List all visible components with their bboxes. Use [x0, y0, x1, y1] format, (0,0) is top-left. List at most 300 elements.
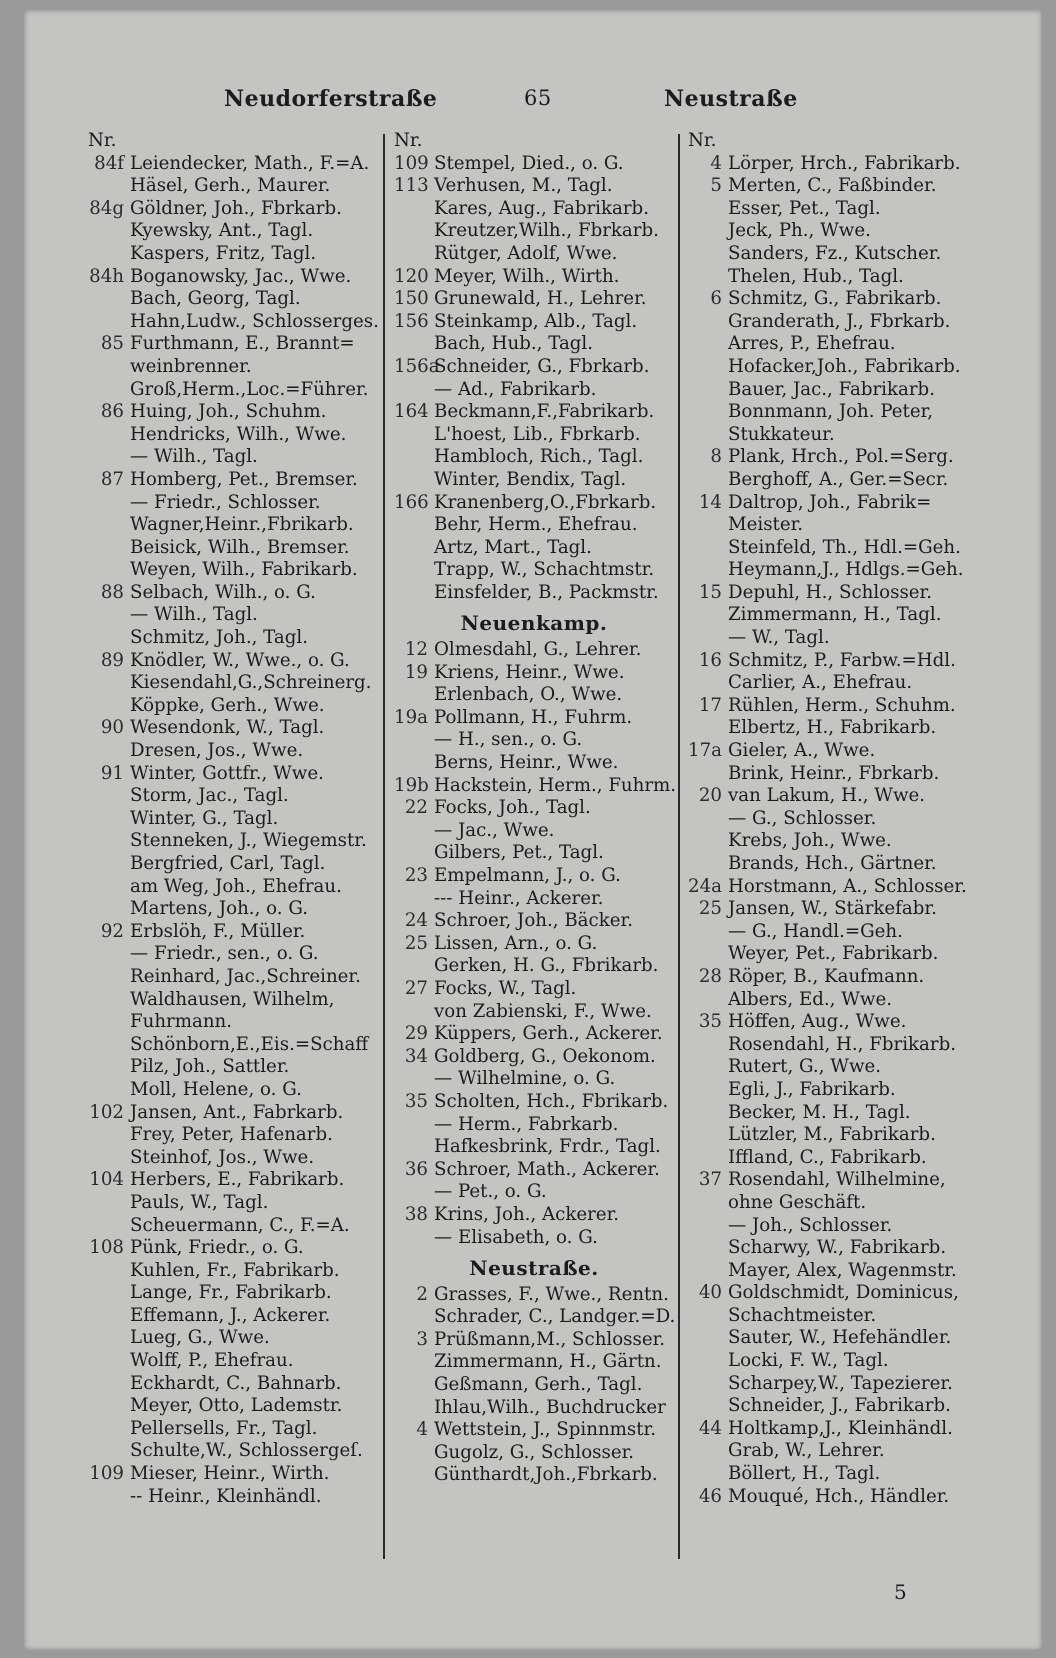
entry-text: — Wilhelmine, o. G. [434, 1068, 616, 1090]
house-number [394, 1001, 434, 1024]
house-number [74, 1327, 130, 1350]
house-number: 28 [698, 965, 722, 987]
house-number [688, 514, 728, 537]
column-nr-label: Nr. [88, 130, 117, 151]
house-number [688, 627, 728, 650]
directory-entry [394, 153, 674, 176]
directory-entry [688, 989, 1008, 1012]
directory-entry [688, 1192, 1008, 1215]
house-number [688, 537, 728, 560]
entry-text: Lörper, Hrch., Fabrikarb. [728, 152, 961, 174]
house-number: 109 [89, 1463, 124, 1485]
directory-entry [688, 1463, 1008, 1486]
house-number [688, 1124, 728, 1147]
house-number [74, 785, 130, 808]
house-number [74, 1305, 130, 1328]
directory-entry [74, 763, 374, 786]
house-number: 16 [698, 649, 722, 671]
entry-text: Empelmann, J., o. G. [434, 865, 621, 886]
house-number: 37 [698, 1169, 722, 1191]
directory-entry [394, 1306, 674, 1329]
house-number [394, 1181, 434, 1204]
house-number [74, 1034, 130, 1057]
entry-text: Erlenbach, O., Wwe. [434, 684, 623, 706]
entry-text: Gerken, H. G., Fbrikarb. [434, 955, 659, 977]
directory-entry [74, 921, 374, 944]
house-number [74, 1056, 130, 1079]
house-number [74, 379, 130, 402]
house-number [688, 1305, 728, 1328]
entry-text: Meyer, Otto, Lademstr. [130, 1395, 343, 1417]
directory-entry [688, 379, 1008, 402]
entry-text: Berns, Heinr., Wwe. [434, 752, 619, 774]
directory-entry [394, 707, 674, 730]
house-number [74, 1011, 130, 1034]
entry-text: Wettstein, J., Spinnmstr. [434, 1419, 657, 1441]
directory-entry [74, 1463, 374, 1486]
directory-entry [74, 1260, 374, 1283]
entry-text: Schrader, C., Landger.=D. [434, 1306, 676, 1328]
entry-text: — W., Tagl. [728, 627, 830, 649]
entry-text: Brands, Hch., Gärtner. [728, 853, 937, 874]
directory-entry [74, 1327, 374, 1350]
directory-entry [394, 311, 674, 334]
entry-text: Reinhard, Jac.,Schreiner. [130, 965, 361, 987]
entry-text: Artz, Mart., Tagl. [434, 536, 592, 558]
entry-text: — Wilh., Tagl. [130, 604, 258, 626]
entry-text: Goldberg, G., Oekonom. [434, 1045, 656, 1067]
house-number [688, 266, 728, 289]
house-number [688, 333, 728, 356]
directory-entry [394, 559, 674, 582]
house-number [394, 424, 434, 447]
house-number: 6 [710, 288, 722, 310]
house-number [394, 684, 434, 707]
directory-entry [688, 627, 1008, 650]
entry-text: Egli, J., Fabrikarb. [728, 1078, 896, 1100]
house-number [394, 955, 434, 978]
house-number [394, 1306, 434, 1329]
directory-entry [74, 1350, 374, 1373]
entry-text: Göldner, Joh., Fbrkarb. [130, 197, 342, 219]
directory-entry [688, 1373, 1008, 1396]
directory-entry [74, 514, 374, 537]
directory-entry [394, 729, 674, 752]
directory-entry [394, 684, 674, 707]
house-number [74, 943, 130, 966]
entry-text: Behr, Herm., Ehefrau. [434, 514, 638, 536]
directory-entry [74, 1011, 374, 1034]
entry-text: Bach, Georg, Tagl. [130, 288, 301, 310]
entry-text: Verhusen, M., Tagl. [434, 175, 613, 197]
directory-entry [688, 243, 1008, 266]
house-number: 25 [404, 932, 428, 954]
column-divider [678, 134, 680, 1559]
entry-text: Carlier, A., Ehefrau. [728, 672, 913, 694]
house-number [688, 1237, 728, 1260]
directory-entry [688, 717, 1008, 740]
directory-entry [74, 1056, 374, 1079]
entry-text: Brink, Heinr., Fbrkarb. [728, 762, 940, 784]
entry-text: Weyer, Pet., Fabrikarb. [728, 943, 939, 965]
house-number [688, 1192, 728, 1215]
house-number [74, 604, 130, 627]
house-number [688, 356, 728, 379]
house-number: 23 [404, 865, 428, 886]
entry-text: Mieser, Heinr., Wirth. [130, 1463, 330, 1485]
house-number [74, 1395, 130, 1418]
entry-text: Homberg, Pet., Bremser. [130, 468, 358, 490]
column-1 [74, 130, 379, 1508]
entry-text: Hafkesbrink, Frdr., Tagl. [434, 1136, 661, 1158]
entry-text: Gugolz, G., Schlosser. [434, 1441, 635, 1463]
entry-text: Meister. [728, 514, 804, 536]
entry-text: Steinhof, Jos., Wwe. [130, 1146, 315, 1168]
entry-text: Holtkamp,J., Kleinhändl. [728, 1417, 953, 1439]
house-number: 88 [100, 581, 124, 603]
house-number [74, 1350, 130, 1373]
directory-entry [74, 1147, 374, 1170]
entry-text: Schroer, Math., Ackerer. [434, 1158, 660, 1180]
column-2 [394, 130, 677, 1487]
directory-entry [688, 311, 1008, 334]
house-number: 19b [394, 774, 429, 796]
directory-entry [74, 604, 374, 627]
house-number [394, 752, 434, 775]
directory-entry [394, 198, 674, 221]
house-number [688, 198, 728, 221]
house-number: 85 [100, 333, 124, 355]
house-number [394, 820, 434, 843]
house-number [74, 175, 130, 198]
entry-text: Scheuermann, C., F.=A. [130, 1214, 350, 1236]
house-number [394, 1397, 434, 1420]
directory-entry [688, 1056, 1008, 1079]
directory-entry [394, 1091, 674, 1114]
house-number [688, 1260, 728, 1283]
directory-entry [74, 537, 374, 560]
entry-text: Lützler, M., Fabrikarb. [728, 1124, 936, 1146]
entry-text: Kares, Aug., Fabrikarb. [434, 197, 649, 219]
entry-text: L'hoest, Lib., Fbrkarb. [434, 423, 641, 445]
house-number: 12 [404, 639, 428, 661]
directory-entry [394, 1397, 674, 1420]
directory-entry [394, 469, 674, 492]
house-number [688, 379, 728, 402]
house-number: 90 [100, 717, 124, 739]
directory-entry [688, 943, 1008, 966]
entry-text: Kaspers, Fritz, Tagl. [130, 242, 317, 264]
directory-entry [394, 888, 674, 911]
entry-text: Meyer, Wilh., Wirth. [434, 265, 620, 287]
house-number [688, 830, 728, 853]
directory-entry [394, 797, 674, 820]
entry-text: Günthardt,Joh.,Fbrkarb. [434, 1464, 658, 1486]
entry-text: Pünk, Friedr., o. G. [130, 1237, 304, 1259]
house-number: 84h [89, 265, 124, 287]
directory-entry [394, 333, 674, 356]
directory-entry [688, 1440, 1008, 1463]
entry-text: Einsfelder, B., Packmstr. [434, 581, 659, 603]
entry-text: Scholten, Hch., Fbrikarb. [434, 1090, 669, 1112]
house-number [74, 514, 130, 537]
house-number [74, 1440, 130, 1463]
header-street-right: Neustraße [664, 86, 798, 112]
entry-text: Winter, Bendix, Tagl. [434, 468, 627, 490]
entry-text: Iffland, C., Fabrikarb. [728, 1146, 927, 1168]
house-number [394, 582, 434, 605]
entry-text: Plank, Hrch., Pol.=Serg. [728, 446, 954, 468]
house-number [394, 469, 434, 492]
entry-text: — Friedr., sen., o. G. [130, 943, 319, 965]
house-number [74, 627, 130, 650]
entry-text: Gilbers, Pet., Tagl. [434, 842, 604, 864]
house-number [688, 943, 728, 966]
directory-entry [688, 604, 1008, 627]
entry-text: Heymann,J., Hdlgs.=Geh. [728, 559, 964, 581]
entry-text: Pilz, Joh., Sattler. [130, 1056, 290, 1078]
entry-text: Hahn,Ludw., Schlosserges. [130, 310, 379, 332]
house-number: 108 [89, 1237, 124, 1259]
house-number [394, 1136, 434, 1159]
house-number: 102 [89, 1101, 124, 1123]
directory-entry [74, 243, 374, 266]
house-number [394, 729, 434, 752]
entry-text: — Joh., Schlosser. [728, 1214, 893, 1236]
entry-text: Gieler, A., Wwe. [728, 740, 876, 762]
house-number [74, 1373, 130, 1396]
entry-text: — Friedr., Schlosser. [130, 491, 321, 513]
entry-text: Schulte,W., Schlossergeſ. [130, 1440, 363, 1462]
entry-text: Knödler, W., Wwe., o. G. [130, 649, 350, 671]
house-number [74, 492, 130, 515]
house-number: 34 [404, 1045, 428, 1067]
signature-mark: 5 [894, 1580, 907, 1604]
entry-text: Kiesendahl,G.,Schreinerg. [130, 672, 372, 694]
entry-text: — Ad., Fabrikarb. [434, 378, 597, 400]
entry-text: Steinkamp, Alb., Tagl. [434, 310, 638, 332]
entry-text: Kriens, Heinr., Wwe. [434, 661, 625, 683]
directory-entry [394, 1329, 674, 1352]
house-number: 109 [394, 152, 429, 174]
directory-entry [688, 559, 1008, 582]
directory-entry [394, 1227, 674, 1250]
directory-entry [394, 842, 674, 865]
directory-entry [74, 740, 374, 763]
directory-entry [394, 1374, 674, 1397]
entry-text: weinbrenner. [130, 355, 252, 377]
directory-entry [74, 424, 374, 447]
directory-entry [394, 266, 674, 289]
directory-entry [688, 1350, 1008, 1373]
entry-text: von Zabienski, F., Wwe. [434, 1000, 652, 1022]
directory-entry [74, 175, 374, 198]
entry-text: Wolff, P., Ehefrau. [130, 1350, 294, 1372]
house-number [74, 966, 130, 989]
directory-entry [688, 514, 1008, 537]
house-number: 156 [394, 310, 429, 332]
directory-entry [688, 1327, 1008, 1350]
house-number [74, 288, 130, 311]
house-number [74, 808, 130, 831]
house-number: 120 [394, 265, 429, 287]
house-number [74, 1192, 130, 1215]
directory-entry [74, 559, 374, 582]
directory-entry [688, 582, 1008, 605]
entry-text: Focks, W., Tagl. [434, 977, 577, 999]
house-number: 104 [89, 1169, 124, 1191]
directory-entry [688, 175, 1008, 198]
entry-text: Häsel, Gerh., Maurer. [130, 175, 331, 197]
house-number [74, 672, 130, 695]
directory-entry [394, 356, 674, 379]
entry-text: Böllert, H., Tagl. [728, 1463, 881, 1485]
house-number: 15 [698, 581, 722, 603]
house-number [688, 424, 728, 447]
house-number: 44 [698, 1417, 722, 1439]
entry-text: Hofacker,Joh., Fabrikarb. [728, 355, 961, 377]
entry-text: Selbach, Wilh., o. G. [130, 581, 316, 603]
section-heading: Neuenkamp. [460, 611, 608, 636]
entry-text: Küppers, Gerh., Ackerer. [434, 1023, 663, 1045]
house-number [688, 921, 728, 944]
directory-entry [394, 774, 677, 798]
house-number [688, 559, 728, 582]
entry-text: — Pet., o. G. [434, 1181, 547, 1203]
entry-text: Lange, Fr., Fabrikarb. [130, 1282, 332, 1304]
column-divider [383, 134, 385, 1559]
house-number [74, 1282, 130, 1305]
house-number [688, 672, 728, 695]
house-number [688, 989, 728, 1012]
house-number [394, 1068, 434, 1091]
directory-entry [394, 752, 674, 775]
house-number: 4 [710, 152, 722, 174]
house-number [394, 514, 434, 537]
house-number [74, 311, 130, 334]
house-number: 2 [416, 1283, 428, 1305]
directory-entry [688, 1124, 1008, 1147]
directory-entry [394, 243, 674, 266]
house-number: 150 [394, 288, 429, 310]
entry-text: Kreutzer,Wilh., Fbrkarb. [434, 220, 659, 242]
directory-entry [394, 910, 674, 933]
entry-text: Zimmermann, H., Gärtn. [434, 1351, 662, 1373]
directory-entry [688, 424, 1008, 447]
house-number [688, 1373, 728, 1396]
page-number: 65 [524, 86, 552, 110]
entry-text: Höffen, Aug., Wwe. [728, 1011, 907, 1033]
entry-text: Wagner,Heinr.,Fbrikarb. [130, 514, 354, 536]
house-number [74, 1147, 130, 1170]
entry-text: --- Heinr., Ackerer. [434, 887, 604, 909]
house-number: 40 [698, 1282, 722, 1304]
house-number [394, 379, 434, 402]
directory-entry [688, 1260, 1008, 1283]
house-number [74, 424, 130, 447]
entry-text: Focks, Joh., Tagl. [434, 797, 591, 819]
entry-text: Lissen, Arn., o. G. [434, 932, 598, 954]
entry-text: Dresen, Jos., Wwe. [130, 740, 304, 762]
entry-text: Weyen, Wilh., Fabrikarb. [130, 559, 358, 581]
entry-text: Stenneken, J., Wiegemstr. [130, 830, 367, 852]
directory-entry [688, 1034, 1008, 1057]
entry-text: Winter, G., Tagl. [130, 807, 279, 829]
directory-entry [688, 695, 1008, 718]
directory-entry [394, 1181, 674, 1204]
house-number [74, 695, 130, 718]
house-number [394, 1374, 434, 1397]
house-number: 46 [698, 1485, 722, 1507]
house-number [74, 1260, 130, 1283]
directory-entry [74, 198, 374, 221]
entry-text: Rutert, G., Wwe. [728, 1056, 882, 1078]
house-number: 87 [100, 468, 124, 490]
directory-entry [688, 740, 1008, 763]
entry-text: Jansen, W., Stärkefabr. [728, 898, 937, 920]
directory-entry [688, 1395, 1008, 1418]
directory-entry [394, 1284, 674, 1307]
entry-text: Schmitz, Joh., Tagl. [130, 627, 308, 649]
directory-entry [394, 582, 674, 605]
house-number [688, 604, 728, 627]
entry-text: Frey, Peter, Hafenarb. [130, 1124, 333, 1146]
house-number [74, 989, 130, 1012]
directory-entry [394, 1046, 674, 1069]
column-3 [688, 130, 1008, 1508]
entry-text: Merten, C., Faßbinder. [728, 175, 937, 197]
entry-text: Daltrop, Joh., Fabrik= [728, 491, 932, 513]
directory-entry [394, 537, 674, 560]
entry-text: Sauter, W., Hefehändler. [728, 1327, 952, 1349]
house-number [74, 559, 130, 582]
directory-entry [688, 1418, 1008, 1441]
entry-text: -- Heinr., Kleinhändl. [130, 1485, 322, 1507]
entry-text: Locki, F. W., Tagl. [728, 1350, 889, 1372]
house-number [74, 830, 130, 853]
entry-text: Fuhrmann. [130, 1011, 233, 1033]
column-nr-label: Nr. [394, 130, 423, 151]
entry-text: Thelen, Hub., Tagl. [728, 265, 904, 287]
entry-text: Grab, W., Lehrer. [728, 1440, 885, 1462]
directory-entry [394, 1442, 674, 1465]
directory-entry [74, 153, 374, 176]
entry-text: Jansen, Ant., Fabrkarb. [130, 1101, 344, 1123]
directory-entry [74, 266, 374, 289]
house-number: 8 [710, 446, 722, 468]
directory-entry [74, 379, 374, 402]
house-number [688, 1034, 728, 1057]
house-number [394, 1227, 434, 1250]
directory-entry [688, 333, 1008, 356]
house-number [688, 853, 728, 876]
entry-text: Grunewald, H., Lehrer. [434, 288, 647, 310]
entry-text: Moll, Helene, o. G. [130, 1078, 302, 1100]
house-number: 86 [100, 401, 124, 423]
house-number: 166 [394, 491, 429, 513]
entry-text: Hendricks, Wilh., Wwe. [130, 423, 347, 445]
directory-entry [74, 966, 374, 989]
house-number [688, 717, 728, 740]
entry-text: Groß,Herm.,Loc.=Führer. [130, 378, 369, 400]
entry-text: Sanders, Fz., Kutscher. [728, 242, 942, 264]
house-number [394, 1442, 434, 1465]
entry-text: — Wilh., Tagl. [130, 446, 258, 468]
directory-entry [688, 921, 1008, 944]
directory-entry [394, 1001, 674, 1024]
directory-entry [688, 537, 1008, 560]
house-number [394, 537, 434, 560]
